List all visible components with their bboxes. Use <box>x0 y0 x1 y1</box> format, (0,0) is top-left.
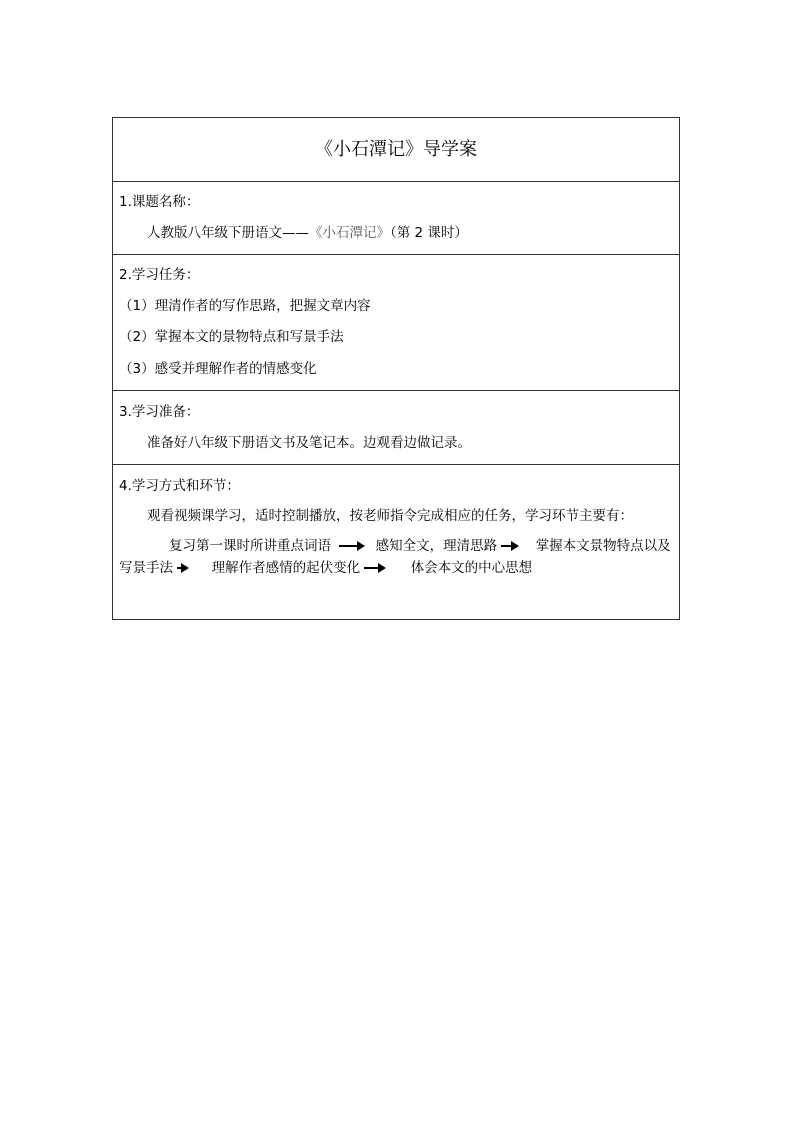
section1-content <box>147 225 468 241</box>
section1-content-prefix: 人教版八年级下册语文—— <box>147 225 309 241</box>
section2-heading: 2.学习任务： <box>119 267 200 283</box>
task-item-2: （2）掌握本文的景物特点和写景手法 <box>119 329 344 345</box>
step-3-continued: 写景手法 <box>119 560 173 576</box>
section4-intro: 观看视频课学习，适时控制播放，按老师指令完成相应的任务，学习环节主要有： <box>147 508 633 524</box>
title-row <box>113 118 679 181</box>
section-preparation <box>113 390 679 464</box>
guide-table <box>112 117 680 620</box>
arrow-icon <box>339 541 365 551</box>
section-course-name <box>113 181 679 254</box>
step-1: 复习第一课时所讲重点词语 <box>169 538 331 554</box>
steps-line-1 <box>169 538 671 554</box>
arrow-icon <box>177 563 189 573</box>
step-4: 理解作者感情的起伏变化 <box>211 560 361 576</box>
task-item-3: （3）感受并理解作者的情感变化 <box>119 361 317 377</box>
task-item-1: （1）理清作者的写作思路，把握文章内容 <box>119 298 371 314</box>
step-2: 感知全文，理清思路 <box>375 538 498 554</box>
step-3: 掌握本文景物特点以及 <box>535 538 671 554</box>
section-method-steps <box>113 464 679 619</box>
section-learning-tasks <box>113 254 679 390</box>
section3-content: 准备好八年级下册语文书及笔记本。边观看边做记录。 <box>147 435 471 451</box>
step-5: 体会本文的中心思想 <box>410 560 533 576</box>
document-title: 《小石潭记》导学案 <box>315 139 477 160</box>
section1-heading: 1.课题名称： <box>119 194 200 210</box>
arrow-icon <box>501 541 519 551</box>
arrow-icon <box>364 563 386 573</box>
section3-heading: 3.学习准备： <box>119 404 200 420</box>
steps-line-2 <box>119 560 532 576</box>
section1-content-suffix: （第 2 课时） <box>390 225 468 241</box>
section4-heading: 4.学习方式和环节： <box>119 478 240 494</box>
lesson-name: 《小石潭记》 <box>309 225 390 241</box>
